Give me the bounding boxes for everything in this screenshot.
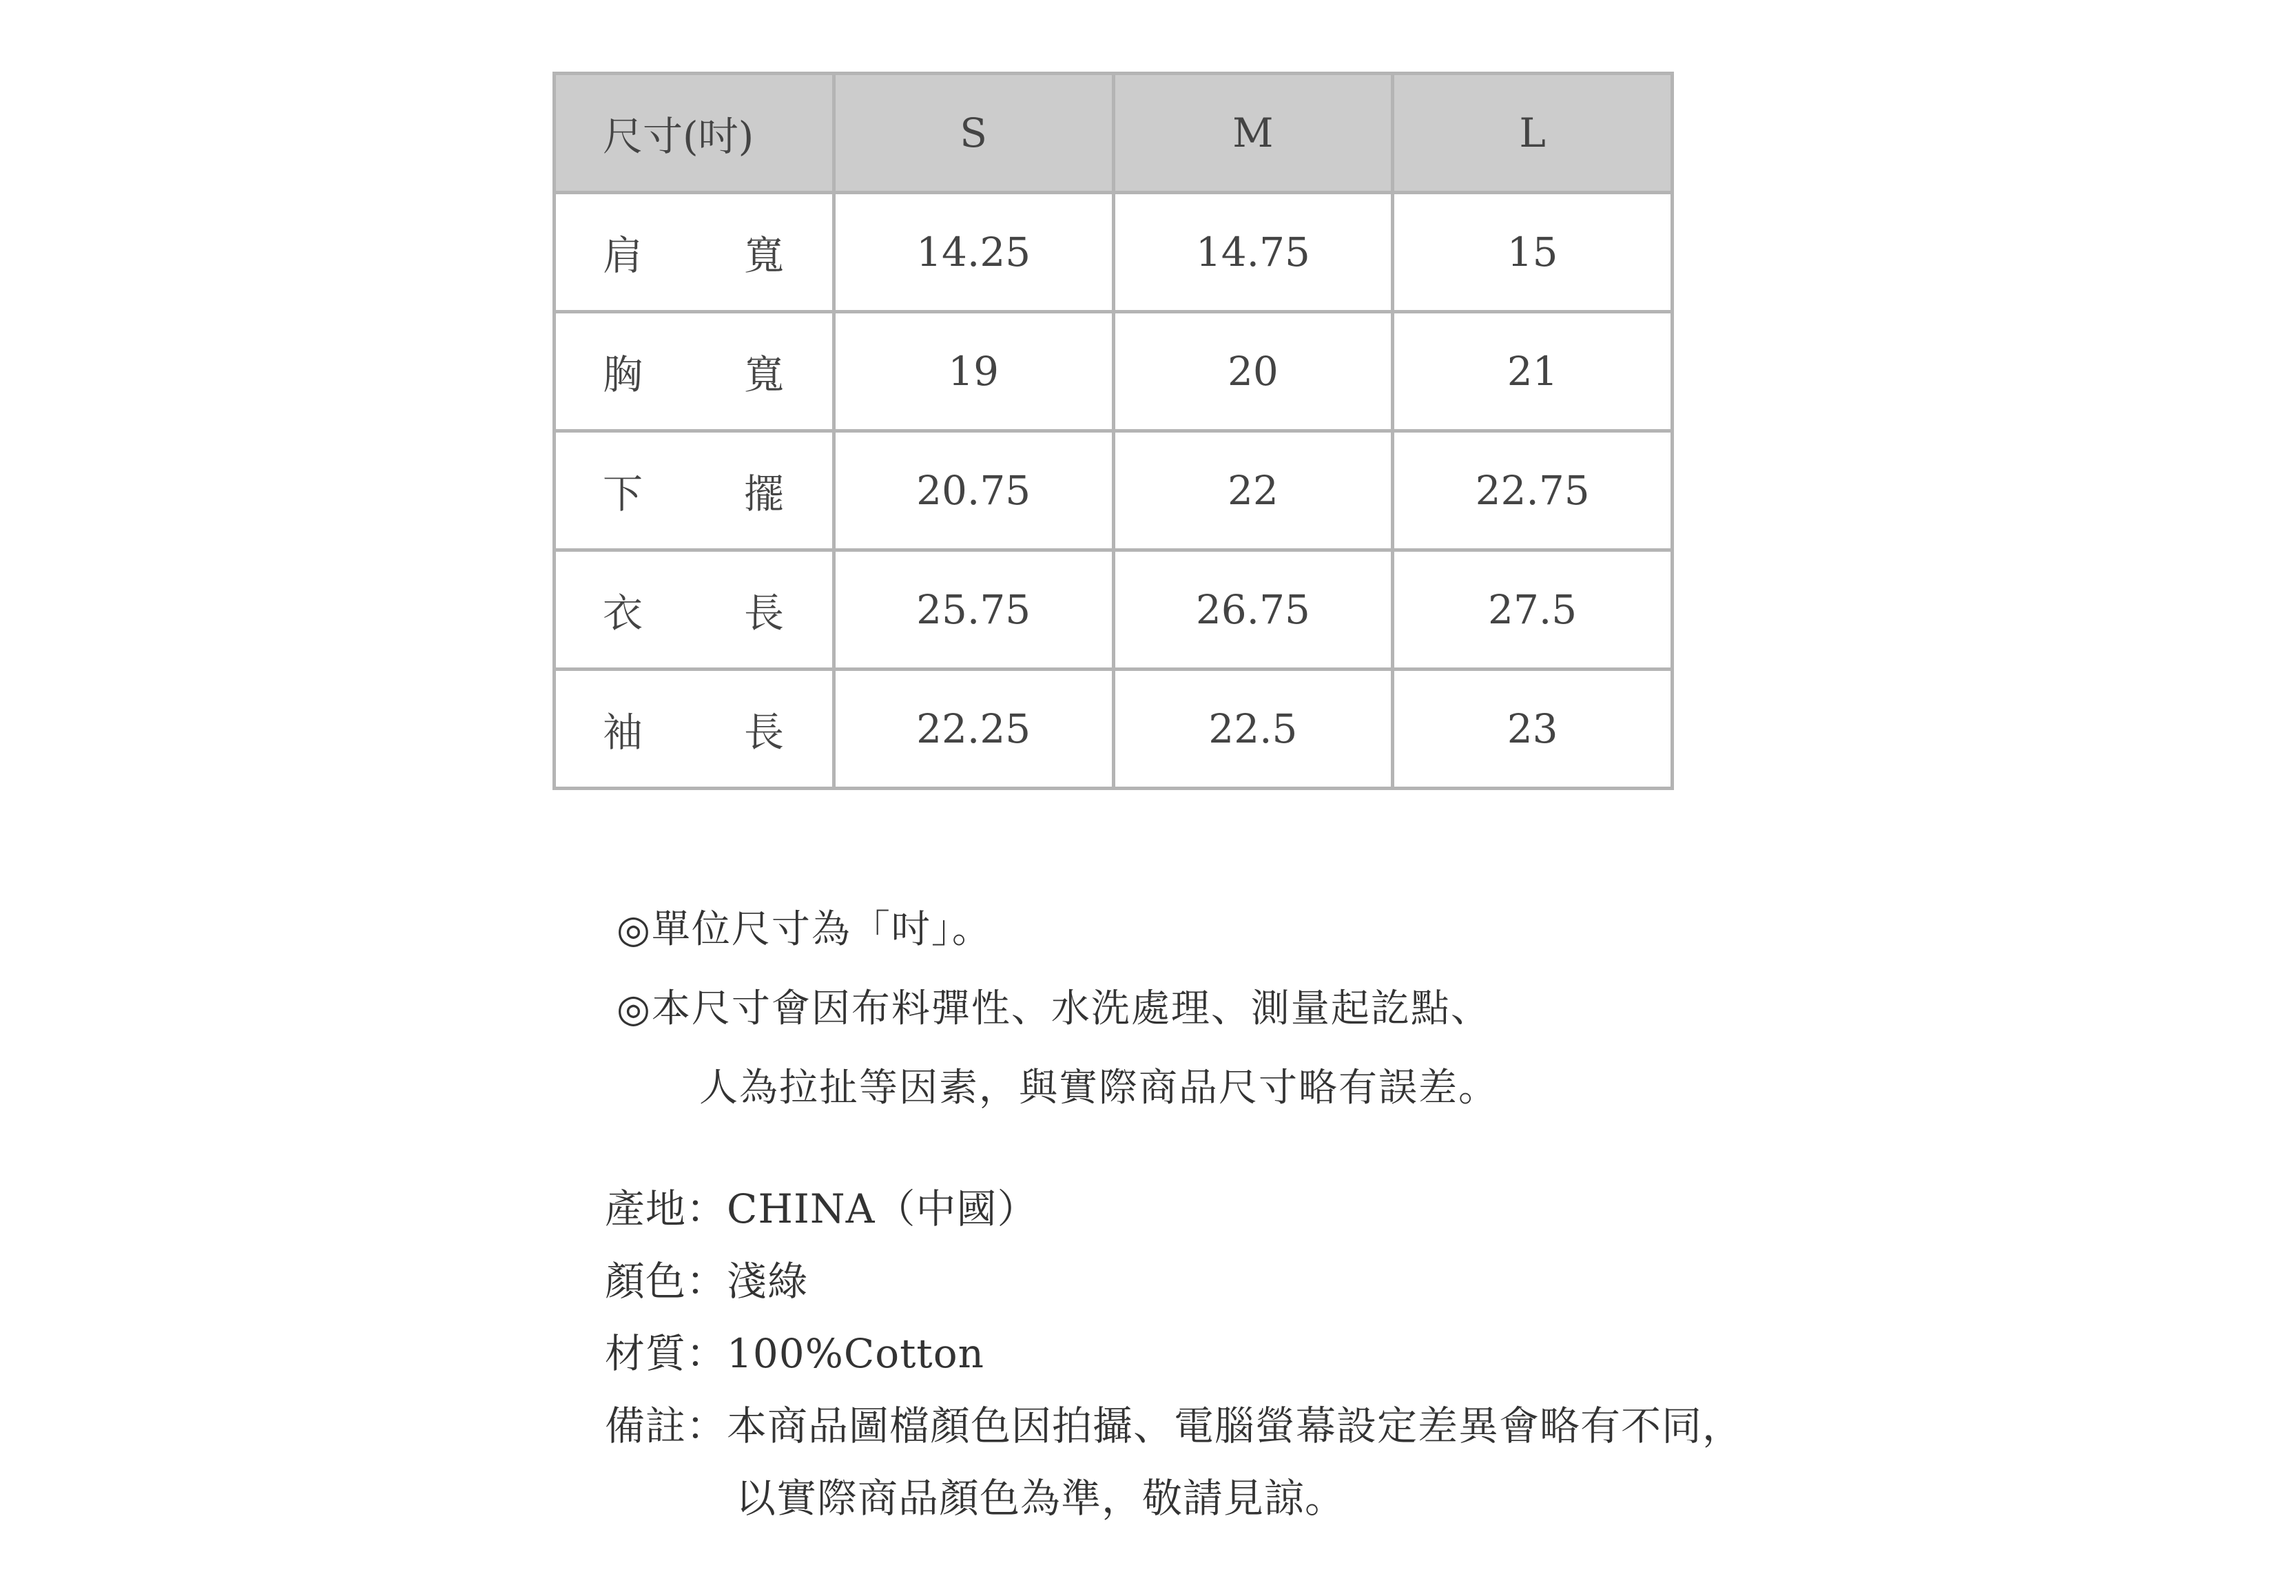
note-tolerance-cont: 人為拉扯等因素，與實際商品尺寸略有誤差。	[699, 1066, 1498, 1110]
table-row-sleeve	[555, 670, 1673, 789]
cell-m: 22.5	[1113, 670, 1393, 789]
table-row-length	[555, 550, 1673, 670]
table-row-shoulder	[555, 193, 1673, 312]
header-size-m: M	[1113, 74, 1393, 193]
header-size-unit: 尺寸(吋)	[555, 74, 834, 193]
info-origin: 產地：CHINA（中國）	[605, 1185, 1038, 1232]
row-label: 袖 長	[555, 670, 834, 789]
note-unit: ◎單位尺寸為「吋」。	[617, 907, 992, 952]
cell-s: 25.75	[834, 550, 1113, 670]
cell-s: 19	[834, 312, 1113, 431]
row-label: 胸 寬	[555, 312, 834, 431]
cell-s: 20.75	[834, 431, 1113, 550]
cell-s: 22.25	[834, 670, 1113, 789]
cell-m: 20	[1113, 312, 1393, 431]
info-remark: 備註：本商品圖檔顏色因拍攝、電腦螢幕設定差異會略有不同，	[605, 1402, 1744, 1449]
header-size-l: L	[1393, 74, 1673, 193]
cell-l: 27.5	[1393, 550, 1673, 670]
cell-l: 22.75	[1393, 431, 1673, 550]
table-row-chest	[555, 312, 1673, 431]
table-header-row	[555, 74, 1673, 193]
size-chart-table	[552, 72, 1674, 790]
cell-l: 23	[1393, 670, 1673, 789]
row-label: 肩 寬	[555, 193, 834, 312]
header-size-s: S	[834, 74, 1113, 193]
info-material: 材質：100%Cotton	[605, 1330, 985, 1377]
table-row-hem	[555, 431, 1673, 550]
cell-m: 26.75	[1113, 550, 1393, 670]
cell-m: 22	[1113, 431, 1393, 550]
info-color: 顏色：淺綠	[605, 1258, 809, 1305]
row-label: 衣 長	[555, 550, 834, 670]
note-tolerance: ◎本尺寸會因布料彈性、水洗處理、測量起訖點、	[617, 986, 1491, 1031]
cell-m: 14.75	[1113, 193, 1393, 312]
cell-s: 14.25	[834, 193, 1113, 312]
cell-l: 15	[1393, 193, 1673, 312]
cell-l: 21	[1393, 312, 1673, 431]
info-remark-cont: 以實際商品顏色為準，敬請見諒。	[736, 1475, 1346, 1522]
row-label: 下 擺	[555, 431, 834, 550]
